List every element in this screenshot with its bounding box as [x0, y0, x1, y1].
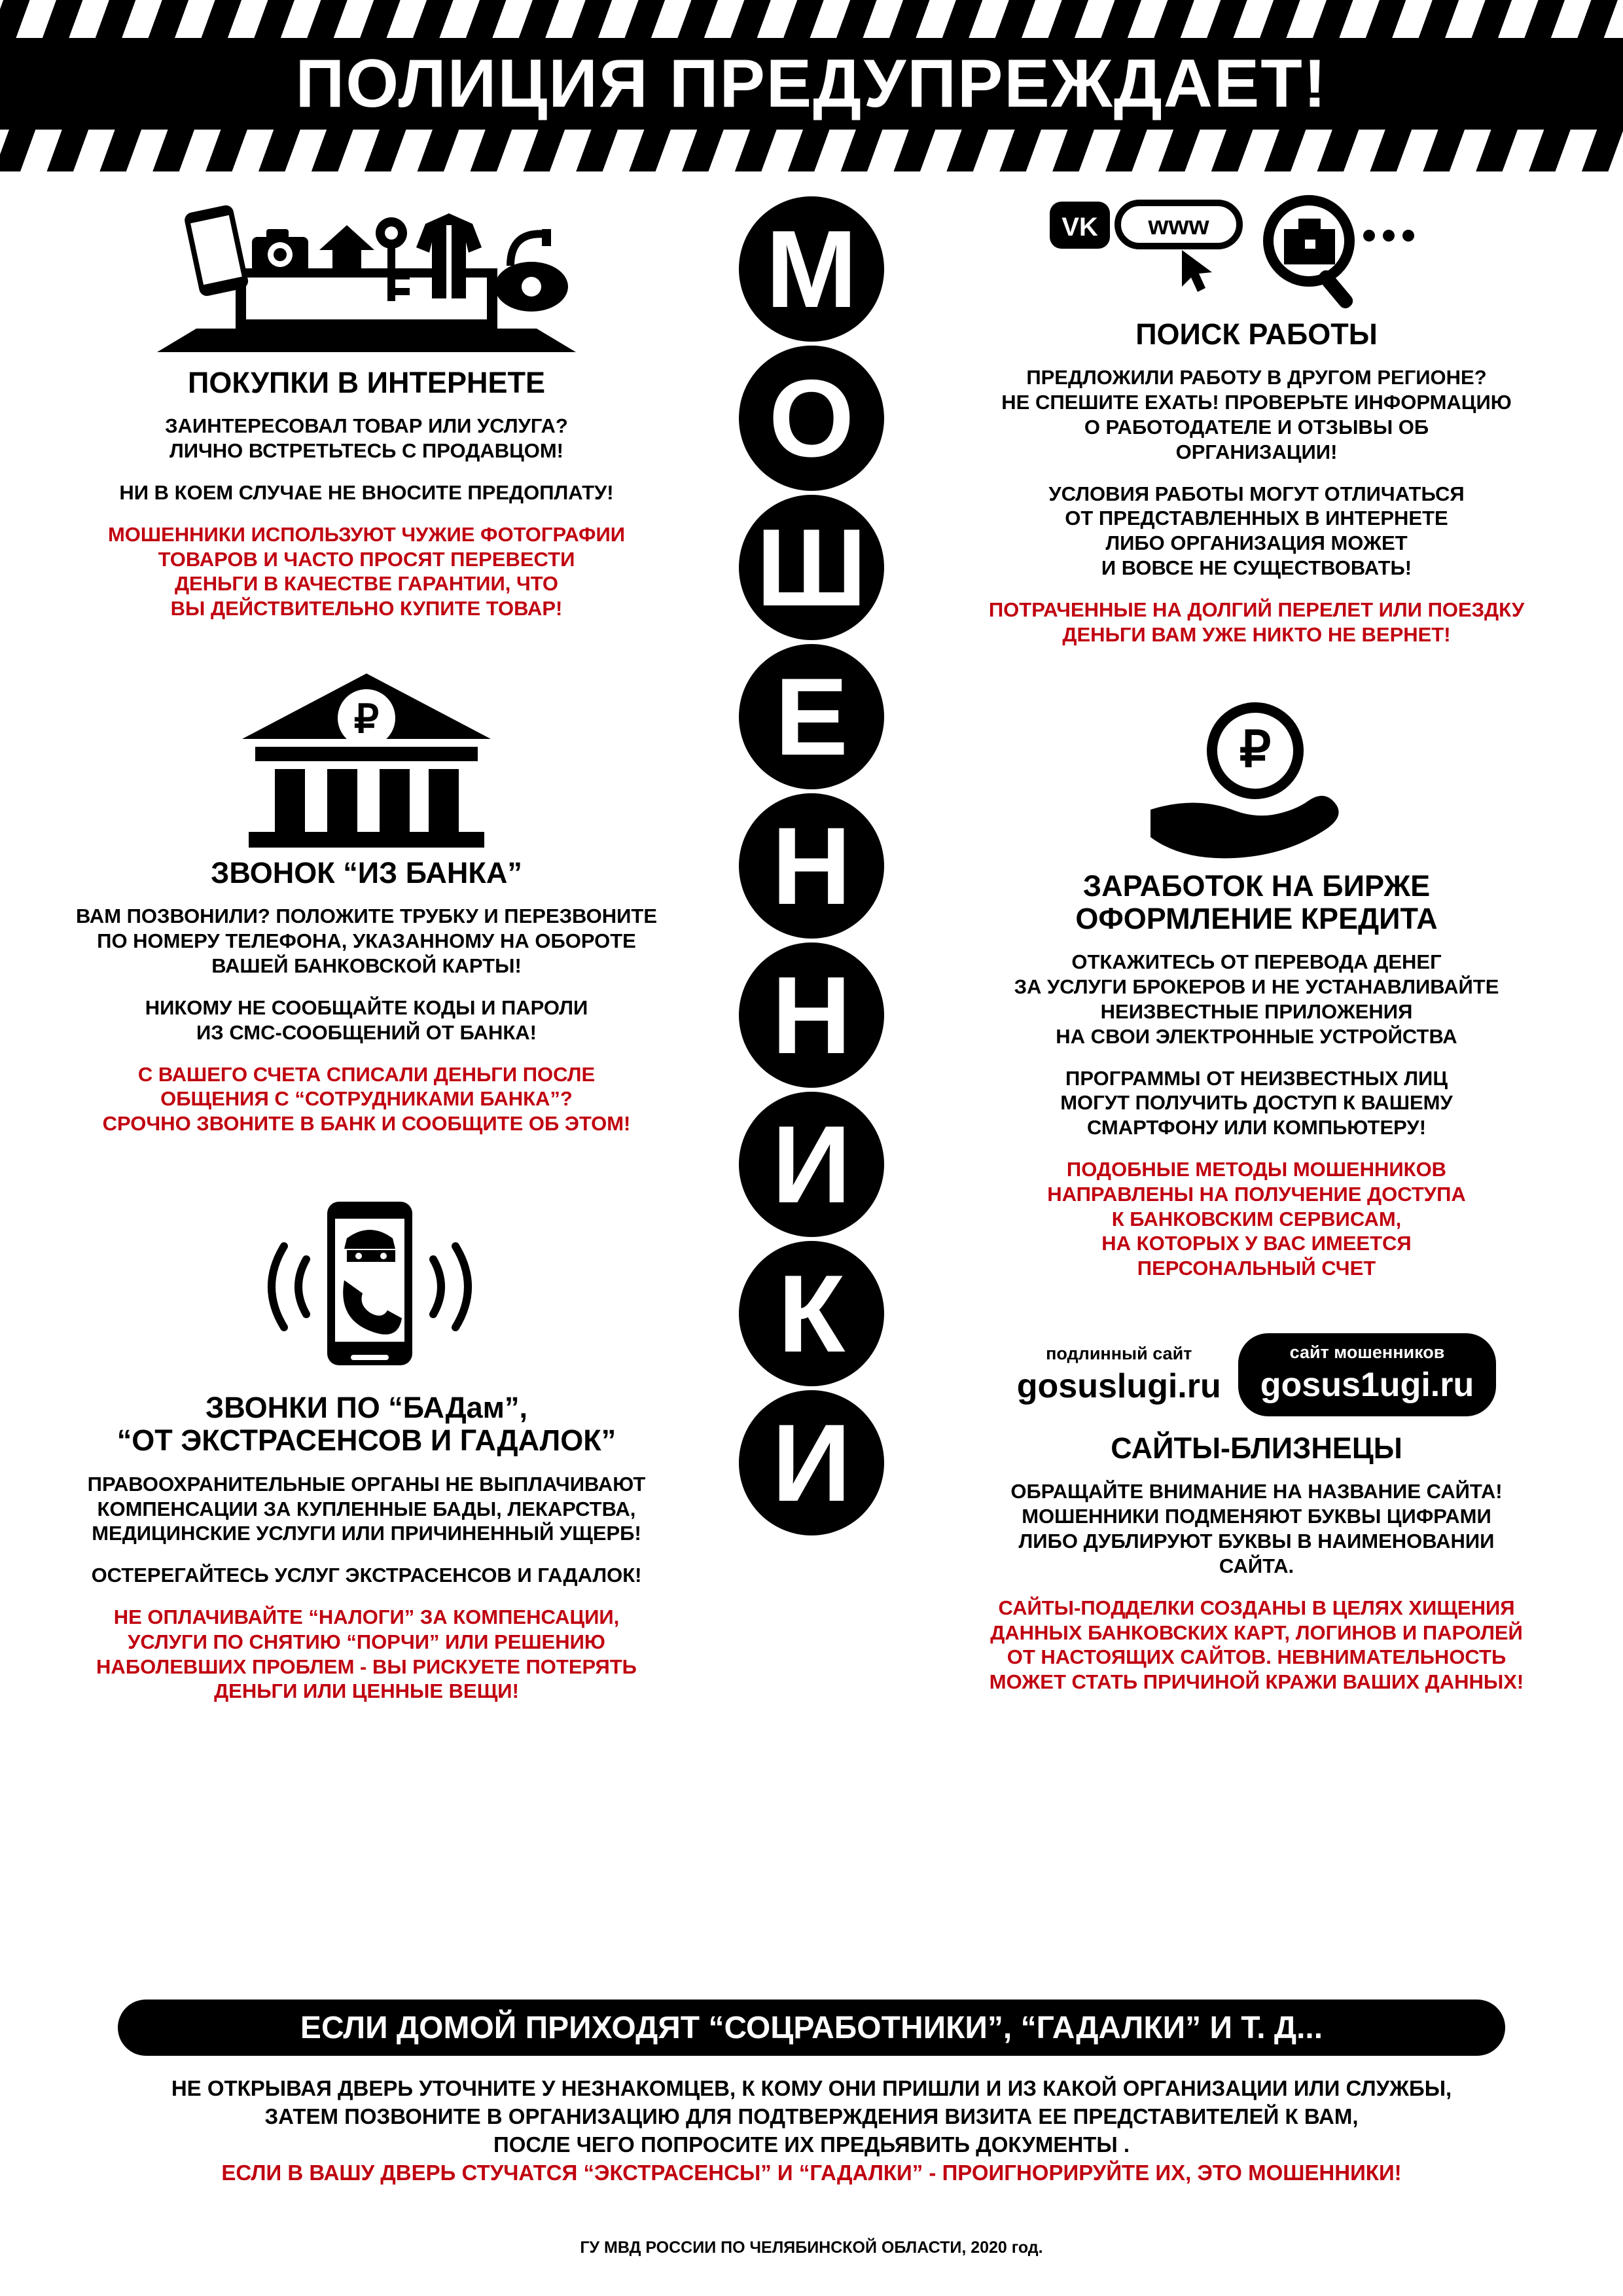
- fake-site-label: сайт мошенников: [1289, 1342, 1445, 1363]
- section-paragraph: ОСТЕРЕГАЙТЕСЬ УСЛУГ ЭКСТРАСЕНСОВ И ГАДАЛОК!: [91, 1564, 642, 1587]
- center-letter: Н: [739, 942, 884, 1088]
- section-paragraph: ЗАИНТЕРЕСОВАЛ ТОВАР ИЛИ УСЛУГА? ЛИЧНО ВСТРЕТЬТЕСЬ С ПРОДАВЦОМ!: [165, 414, 568, 463]
- section-paragraph: УСЛОВИЯ РАБОТЫ МОГУТ ОТЛИЧАТЬСЯ ОТ ПРЕДСТАВЛЕННЫХ В ИНТЕРНЕТЕ ЛИБО ОРГАНИЗАЦИЯ МОЖЕТ И ВОВСЕ НЕ СУЩЕСТВОВАТЬ!: [1048, 482, 1465, 580]
- footer-line-3: ПОСЛЕ ЧЕГО ПОПРОСИТЕ ИХ ПРЕДЬЯВИТЬ ДОКУМЕНТЫ .: [493, 2132, 1130, 2157]
- laptop-goods-icon: [26, 190, 707, 360]
- footer-line-2: ЗАТЕМ ПОЗВОНИТЕ В ОРГАНИЗАЦИЮ ДЛЯ ПОДТВЕРЖДЕНИЯ ВИЗИТА ЕЕ ПРЕДСТАВИТЕЛЕЙ К ВАМ,: [264, 2104, 1359, 2128]
- hand-ruble-coin-icon: [916, 700, 1597, 863]
- section-title: ЗВОНОК “ИЗ БАНКА”: [211, 856, 522, 890]
- svg-text:VK: VK: [1061, 213, 1098, 242]
- section-exchange-credit: [916, 700, 1597, 1282]
- center-letter: Е: [739, 644, 884, 789]
- section-paragraph: НИ В КОЕМ СЛУЧАЕ НЕ ВНОСИТЕ ПРЕДОПЛАТУ!: [119, 481, 614, 505]
- real-site-label: подлинный сайт: [1046, 1344, 1192, 1364]
- section-paragraph: ПРАВООХРАНИТЕЛЬНЫЕ ОРГАНЫ НЕ ВЫПЛАЧИВАЮТ КОМПЕНСАЦИИ ЗА КУПЛЕННЫЕ БАДЫ, ЛЕКАРСТВА, МЕДИЦИНСКИЕ УСЛУГИ ИЛИ ПРИЧИНЕННЫЙ УЩЕРБ!: [87, 1472, 646, 1545]
- poster-header: [0, 0, 1623, 171]
- section-paragraph: ОБРАЩАЙТЕ ВНИМАНИЕ НА НАЗВАНИЕ САЙТА! МОШЕННИКИ ПОДМЕНЯЮТ БУКВЫ ЦИФРАМИ ЛИБО ДУБЛИРУЮТ БУКВЫ В НАИМЕНОВАНИИ САЙТА.: [1010, 1480, 1503, 1577]
- center-letter: Ш: [739, 495, 884, 640]
- section-twin-sites: [916, 1333, 1597, 1695]
- publisher-credit: ГУ МВД РОССИИ ПО ЧЕЛЯБИНСКОЙ ОБЛАСТИ, 2020 год.: [580, 2238, 1043, 2257]
- section-paragraph-warning: ПОТРАЧЕННЫЕ НА ДОЛГИЙ ПЕРЕЛЕТ ИЛИ ПОЕЗДКУ ДЕНЬГИ ВАМ УЖЕ НИКТО НЕ ВЕРНЕТ!: [988, 598, 1525, 646]
- footer-line-4-warning: ЕСЛИ В ВАШУ ДВЕРЬ СТУЧАТСЯ “ЭКСТРАСЕНСЫ” И “ГАДАЛКИ” - ПРОИГНОРИРУЙТЕ ИХ, ЭТО МОШЕННИКИ!: [221, 2160, 1402, 2185]
- right-column: [916, 190, 1597, 1725]
- fake-site: [1238, 1333, 1496, 1416]
- center-word-moshenniki: [713, 196, 910, 1535]
- center-letter: К: [739, 1241, 884, 1386]
- section-paragraph: ОТКАЖИТЕСЬ ОТ ПЕРЕВОДА ДЕНЕГ ЗА УСЛУГИ БРОКЕРОВ И НЕ УСТАНАВЛИВАЙТЕ НЕИЗВЕСТНЫЕ ПРИЛОЖЕНИЯ НА СВОИ ЭЛЕКТРОННЫЕ УСТРОЙСТВА: [1014, 950, 1499, 1048]
- section-paragraph-warning: МОШЕННИКИ ИСПОЛЬЗУЮТ ЧУЖИЕ ФОТОГРАФИИ ТОВАРОВ И ЧАСТО ПРОСЯТ ПЕРЕВЕСТИ ДЕНЬГИ В КАЧЕСТВЕ ГАРАНТИИ, ЧТО ВЫ ДЕЙСТВИТЕЛЬНО КУПИТЕ ТОВАР!: [107, 522, 626, 620]
- footer-banner: ЕСЛИ ДОМОЙ ПРИХОДЯТ “СОЦРАБОТНИКИ”, “ГАДАЛКИ” И Т. Д...: [118, 2000, 1505, 2056]
- svg-text:₽: ₽: [1239, 721, 1272, 778]
- section-online-shopping: [26, 190, 707, 621]
- center-letter: И: [739, 1092, 884, 1237]
- section-paragraph: ПРОГРАММЫ ОТ НЕИЗВЕСТНЫХ ЛИЦ МОГУТ ПОЛУЧИТЬ ДОСТУП К ВАШЕМУ СМАРТФОНУ ИЛИ КОМПЬЮТЕРУ!: [1060, 1066, 1453, 1139]
- left-column: [26, 190, 707, 1734]
- section-paragraph: ВАМ ПОЗВОНИЛИ? ПОЛОЖИТЕ ТРУБКУ И ПЕРЕЗВОНИТЕ ПО НОМЕРУ ТЕЛЕФОНА, УКАЗАННОМУ НА ОБОРОТЕ ВАШЕЙ БАНКОВСКОЙ КАРТЫ!: [75, 905, 658, 978]
- job-search-icon: [916, 190, 1597, 327]
- section-title: САЙТЫ-БЛИЗНЕЦЫ: [1111, 1431, 1402, 1465]
- section-paragraph-warning: ПОДОБНЫЕ МЕТОДЫ МОШЕННИКОВ НАПРАВЛЕНЫ НА ПОЛУЧЕНИЕ ДОСТУПА К БАНКОВСКИМ СЕРВИСАМ, НА КОТОРЫХ У ВАС ИМЕЕТСЯ ПЕРСОНАЛЬНЫЙ СЧЕТ: [1047, 1157, 1466, 1280]
- section-title: ПОКУПКИ В ИНТЕРНЕТЕ: [188, 366, 545, 399]
- center-letter: М: [739, 196, 884, 342]
- section-paragraph: НИКОМУ НЕ СООБЩАЙТЕ КОДЫ И ПАРОЛИ ИЗ СМС-СООБЩЕНИЙ ОТ БАНКА!: [145, 996, 588, 1044]
- section-paragraph-warning: САЙТЫ-ПОДДЕЛКИ СОЗДАНЫ В ЦЕЛЯХ ХИЩЕНИЯ ДАННЫХ БАНКОВСКИХ КАРТ, ЛОГИНОВ И ПАРОЛЕЙ ОТ НАСТОЯЩИХ САЙТОВ. НЕВНИМАТЕЛЬНОСТЬ МОЖЕТ СТАТЬ ПРИЧИНОЙ КРАЖИ ВАШИХ ДАННЫХ!: [989, 1596, 1524, 1694]
- svg-text:www: www: [1148, 211, 1209, 240]
- section-title: ЗВОНКИ ПО “БАДам”, “ОТ ЭКСТРАСЕНСОВ И ГАДАЛОК”: [116, 1390, 616, 1458]
- fake-site-domain: gosus1ugi.ru: [1260, 1366, 1474, 1405]
- section-title: ПОИСК РАБОТЫ: [1135, 317, 1378, 351]
- real-site-domain: gosuslugi.ru: [1016, 1367, 1221, 1406]
- real-site: [1017, 1344, 1221, 1406]
- center-letter: О: [739, 346, 884, 491]
- section-paragraph: ПРЕДЛОЖИЛИ РАБОТУ В ДРУГОМ РЕГИОНЕ? НЕ СПЕШИТЕ ЕХАТЬ! ПРОВЕРЬТЕ ИНФОРМАЦИЮ О РАБОТОДАТЕЛЕ И ОТЗЫВЫ ОБ ОРГАНИЗАЦИИ!: [1001, 366, 1512, 463]
- section-title: ЗАРАБОТОК НА БИРЖЕ ОФОРМЛЕНИЕ КРЕДИТА: [1075, 869, 1438, 935]
- twin-sites-icon: [916, 1333, 1597, 1416]
- section-paragraph-warning: С ВАШЕГО СЧЕТА СПИСАЛИ ДЕНЬГИ ПОСЛЕ ОБЩЕНИЯ С “СОТРУДНИКАМИ БАНКА”? СРОЧНО ЗВОНИТЕ В БАНК И СООБЩИТЕ ОБ ЭТОМ!: [102, 1062, 631, 1136]
- section-bank-call: [26, 667, 707, 1136]
- section-job-search: [916, 190, 1597, 647]
- section-scam-calls: [26, 1195, 707, 1704]
- center-letter: И: [739, 1390, 884, 1535]
- footer-line-1: НЕ ОТКРЫВАЯ ДВЕРЬ УТОЧНИТЕ У НЕЗНАКОМЦЕВ, К КОМУ ОНИ ПРИШЛИ И ИЗ КАКОЙ ОРГАНИЗАЦИИ ИЛИ СЛУЖБЫ,: [171, 2076, 1452, 2100]
- svg-text:₽: ₽: [353, 697, 380, 742]
- footer-text: [92, 2075, 1531, 2187]
- bank-ruble-icon: [26, 667, 707, 850]
- phone-scammer-call-icon: [26, 1195, 707, 1385]
- section-paragraph-warning: НЕ ОПЛАЧИВАЙТЕ “НАЛОГИ” ЗА КОМПЕНСАЦИИ, УСЛУГИ ПО СНЯТИЮ “ПОРЧИ” ИЛИ РЕШЕНИЮ НАБОЛЕВШИХ ПРОБЛЕМ - ВЫ РИСКУЕТЕ ПОТЕРЯТЬ ДЕНЬГИ ИЛИ ЦЕННЫЕ ВЕЩИ!: [96, 1605, 637, 1703]
- center-letter: Н: [739, 793, 884, 939]
- page-title: ПОЛИЦИЯ ПРЕДУПРЕЖДАЕТ!: [295, 46, 1328, 122]
